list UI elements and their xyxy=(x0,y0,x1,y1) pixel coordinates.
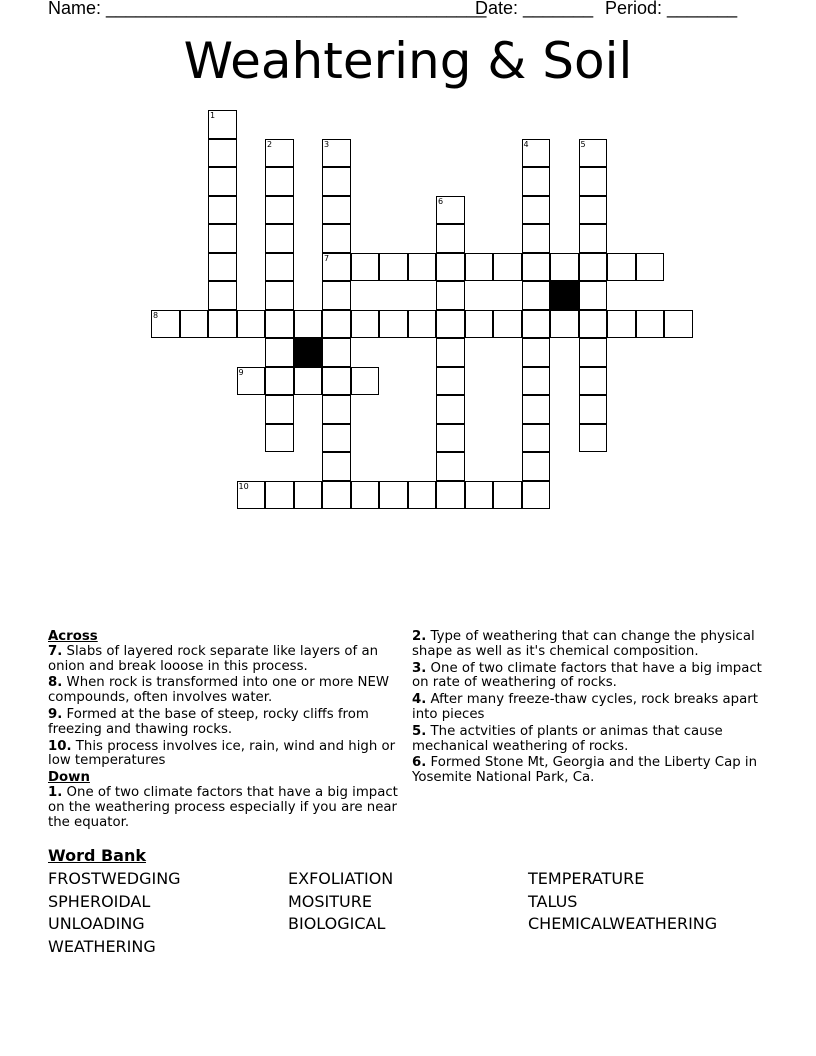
grid-cell[interactable] xyxy=(379,481,408,510)
word-bank-item: UNLOADING xyxy=(48,914,145,934)
grid-cell[interactable] xyxy=(208,281,237,310)
word-bank-item: MOSITURE xyxy=(288,891,372,911)
word-bank-item: EXFOLIATION xyxy=(288,869,394,888)
grid-cell[interactable] xyxy=(436,310,465,339)
grid-cell[interactable] xyxy=(465,310,494,339)
grid-cell[interactable] xyxy=(436,224,465,253)
clues-left-column xyxy=(48,630,398,832)
grid-cell[interactable] xyxy=(265,310,294,339)
grid-cell[interactable] xyxy=(265,196,294,225)
grid-cell[interactable] xyxy=(151,310,180,339)
grid-cell[interactable] xyxy=(522,367,551,396)
grid-cell[interactable] xyxy=(579,224,608,253)
black-square xyxy=(294,338,323,367)
word-bank-item: FROSTWEDGING xyxy=(48,869,181,888)
period-field[interactable]: Period: _______ xyxy=(605,0,738,18)
grid-cell[interactable] xyxy=(522,196,551,225)
clue-across-7: 7. Slabs of layered rock separate like layers of an onion and break looose in this process. xyxy=(48,643,379,674)
grid-cell[interactable] xyxy=(294,481,323,510)
grid-cell[interactable] xyxy=(579,139,608,168)
grid-cell[interactable] xyxy=(436,367,465,396)
grid-cell[interactable] xyxy=(351,481,380,510)
grid-cell[interactable] xyxy=(208,139,237,168)
grid-cell[interactable] xyxy=(208,167,237,196)
grid-cell[interactable] xyxy=(351,253,380,282)
grid-cell[interactable] xyxy=(522,224,551,253)
grid-cell[interactable] xyxy=(265,367,294,396)
clue-number: 10 xyxy=(238,481,249,491)
grid-cell[interactable] xyxy=(208,253,237,282)
grid-cell[interactable] xyxy=(522,481,551,510)
across-heading: Across xyxy=(48,629,98,644)
clue-down-6: 6. Formed Stone Mt, Georgia and the Liberty Cap in Yosemite National Park, Ca. xyxy=(412,755,758,786)
grid-cell[interactable] xyxy=(322,196,351,225)
clue-number: 6 xyxy=(438,196,444,206)
grid-cell[interactable] xyxy=(208,224,237,253)
clue-number: 9 xyxy=(238,367,244,377)
grid-cell[interactable] xyxy=(180,310,209,339)
grid-cell[interactable] xyxy=(436,395,465,424)
grid-cell[interactable] xyxy=(265,281,294,310)
grid-cell[interactable] xyxy=(379,253,408,282)
grid-cell[interactable] xyxy=(522,167,551,196)
grid-cell[interactable] xyxy=(408,481,437,510)
black-square xyxy=(550,281,579,310)
word-bank-title: Word Bank xyxy=(48,846,147,865)
grid-cell[interactable] xyxy=(579,395,608,424)
clue-down-4: 4. After many freeze-thaw cycles, rock breaks apart into pieces xyxy=(412,692,758,722)
grid-cell[interactable] xyxy=(465,481,494,510)
word-bank-item: WEATHERING xyxy=(48,936,156,956)
clue-down-3: 3. One of two climate factors that have a big impact on rate of weathering of rocks. xyxy=(412,660,762,691)
word-bank-item: BIOLOGICAL xyxy=(288,914,386,934)
grid-cell[interactable] xyxy=(408,253,437,282)
grid-cell[interactable] xyxy=(436,424,465,453)
grid-cell[interactable] xyxy=(294,367,323,396)
clue-number: 8 xyxy=(153,310,159,320)
grid-cell[interactable] xyxy=(265,338,294,367)
grid-cell[interactable] xyxy=(208,196,237,225)
word-bank-item: TALUS xyxy=(528,891,578,911)
grid-cell[interactable] xyxy=(265,253,294,282)
grid-cell[interactable] xyxy=(636,253,665,282)
clues-right-column xyxy=(412,630,762,788)
date-field[interactable]: Date: _______ xyxy=(475,0,594,18)
grid-cell[interactable] xyxy=(522,281,551,310)
grid-cell[interactable] xyxy=(579,196,608,225)
grid-cell[interactable] xyxy=(322,338,351,367)
grid-cell[interactable] xyxy=(436,196,465,225)
clue-number: 1 xyxy=(210,111,216,120)
grid-cell[interactable] xyxy=(579,424,608,453)
grid-cell[interactable] xyxy=(664,310,693,339)
crossword-grid xyxy=(0,0,816,520)
grid-cell[interactable] xyxy=(550,253,579,282)
clue-down-5: 5. The actvities of plants or animas that cause mechanical weathering of rocks. xyxy=(412,723,723,754)
clue-number: 5 xyxy=(580,139,586,149)
grid-cell[interactable] xyxy=(522,253,551,282)
clue-across-10: 10. This process involves ice, rain, wind and high or low temperatures xyxy=(48,738,396,769)
grid-cell[interactable] xyxy=(579,367,608,396)
grid-cell[interactable] xyxy=(579,310,608,339)
grid-cell[interactable] xyxy=(636,310,665,339)
grid-cell[interactable] xyxy=(607,310,636,339)
clue-down-2: 2. Type of weathering that can change the physical shape as well as it's chemical composition. xyxy=(412,629,755,659)
grid-cell[interactable] xyxy=(579,253,608,282)
grid-cell[interactable] xyxy=(294,310,323,339)
grid-cell[interactable] xyxy=(322,367,351,396)
grid-cell[interactable] xyxy=(493,310,522,339)
grid-cell[interactable] xyxy=(493,253,522,282)
grid-cell[interactable] xyxy=(522,395,551,424)
word-bank-item: TEMPERATURE xyxy=(528,869,645,888)
grid-cell[interactable] xyxy=(237,481,266,510)
grid-cell[interactable] xyxy=(322,224,351,253)
grid-cell[interactable] xyxy=(579,281,608,310)
grid-cell[interactable] xyxy=(237,367,266,396)
grid-cell[interactable] xyxy=(322,281,351,310)
grid-cell[interactable] xyxy=(522,139,551,168)
down-heading: Down xyxy=(48,770,90,786)
grid-cell[interactable] xyxy=(322,253,351,282)
grid-cell[interactable] xyxy=(351,367,380,396)
grid-cell[interactable] xyxy=(322,481,351,510)
grid-cell[interactable] xyxy=(379,310,408,339)
clue-across-8: 8. When rock is transformed into one or more NEW compounds, often involves water. xyxy=(48,675,390,706)
grid-cell[interactable] xyxy=(579,338,608,367)
grid-cell[interactable] xyxy=(265,481,294,510)
grid-cell[interactable] xyxy=(208,310,237,339)
grid-cell[interactable] xyxy=(522,424,551,453)
grid-cell[interactable] xyxy=(322,167,351,196)
grid-cell[interactable] xyxy=(265,167,294,196)
grid-cell[interactable] xyxy=(436,253,465,282)
grid-cell[interactable] xyxy=(265,139,294,168)
grid-cell[interactable] xyxy=(265,424,294,453)
clue-across-9: 9. Formed at the base of steep, rocky cliffs from freezing and thawing rocks. xyxy=(48,706,369,737)
grid-cell[interactable] xyxy=(265,395,294,424)
clue-number: 3 xyxy=(324,139,330,149)
grid-cell[interactable] xyxy=(265,224,294,253)
grid-cell[interactable] xyxy=(322,424,351,453)
grid-cell[interactable] xyxy=(465,253,494,282)
grid-cell[interactable] xyxy=(351,310,380,339)
word-bank-item: CHEMICALWEATHERING xyxy=(528,914,718,934)
clue-number: 7 xyxy=(324,253,330,263)
grid-cell[interactable] xyxy=(322,452,351,481)
grid-cell[interactable] xyxy=(322,310,351,339)
grid-cell[interactable] xyxy=(522,452,551,481)
grid-cell[interactable] xyxy=(607,253,636,282)
grid-cell[interactable] xyxy=(550,310,579,339)
grid-cell[interactable] xyxy=(208,110,237,139)
word-bank-item: SPHEROIDAL xyxy=(48,891,151,911)
grid-cell[interactable] xyxy=(436,452,465,481)
page-title: Weahtering & Soil xyxy=(183,32,633,90)
grid-cell[interactable] xyxy=(237,310,266,339)
grid-cell[interactable] xyxy=(322,139,351,168)
grid-cell[interactable] xyxy=(493,481,522,510)
grid-cell[interactable] xyxy=(436,481,465,510)
grid-cell[interactable] xyxy=(408,310,437,339)
clue-down-1: 1. One of two climate factors that have a big impact on the weathering process especially if you are near the equator. xyxy=(48,784,398,830)
name-field[interactable]: Name: ______________________________________ xyxy=(48,0,487,18)
clue-number: 4 xyxy=(523,139,529,149)
grid-cell[interactable] xyxy=(579,167,608,196)
grid-cell[interactable] xyxy=(436,338,465,367)
grid-cell[interactable] xyxy=(522,310,551,339)
word-bank xyxy=(48,868,768,958)
grid-cell[interactable] xyxy=(322,395,351,424)
grid-cell[interactable] xyxy=(436,281,465,310)
clue-number: 2 xyxy=(267,139,273,149)
grid-cell[interactable] xyxy=(522,338,551,367)
